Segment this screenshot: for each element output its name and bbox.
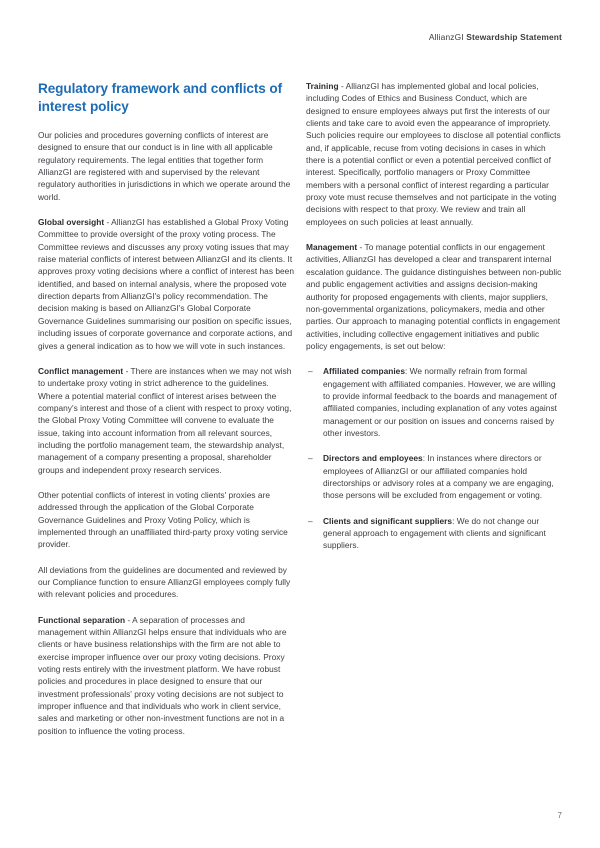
list-item-lead: Directors and employees (323, 453, 423, 464)
header-document-title: Stewardship Statement (466, 32, 562, 42)
paragraph-body: - A separation of processes and management within AllianzGI helps ensure that individuals who are clients or have business relationships with the firm are not able to exercise improper influence over our proxy voting decisions. Proxy voting rests entirely with the investment platform. We have robust policies and procedures in place designed to ensure that our investment professionals' proxy voting decisions are not subject to improper influence and that individuals who work in client service, sales and marketing or other non-investment functions are not in a position to influence the voting process. (38, 614, 287, 736)
paragraph-body: All deviations from the guidelines are documented and reviewed by our Compliance function to ensure AllianzGI employees comply fully with relevant policies and procedures. (38, 564, 291, 600)
paragraph-body: - There are instances when we may not wish to undertake proxy voting in strict adherence to the guidelines. Where a potential material conflict of interest arises between the company's interest and those of a client with respect to proxy voting, the Global Proxy Voting Committee will convene to evaluate the issue, taking into account information from all relevant sources, including the portfolio management team, the stewardship analyst, management of a company presenting a proposal, shareholder groups and independent proxy research services. (38, 365, 292, 475)
conflict-approach-list (306, 365, 562, 551)
paragraph-body: - AllianzGI has implemented global and local policies, including Codes of Ethics and Business Conduct, which are designed to ensure employees always put first the interests of our clients and take care to avoid even the appearance of impropriety. Such policies require our employees to disclose all potential conflicts and, if applicable, recuse from voting decisions in cases in which there is a potential conflict or even a potential perceived conflict of interest. Specifically, portfolio managers or Proxy Committee members with a personal conflict of interest regarding a particular proxy vote must recuse themselves and not participate in the voting decisions with respect to that proxy. We review and train all employees on such policies at least annually. (306, 81, 561, 227)
paragraph (38, 614, 294, 737)
dash-marker-icon: – (308, 366, 313, 377)
paragraph (38, 129, 294, 203)
list-item-body: : In instances where directors or employees of AllianzGI or our affiliated companies hold directorships or advisory roles at a company we are engaging, those persons will be excluded from engagement or voting. (323, 453, 554, 501)
paragraph (38, 365, 294, 476)
paragraph (306, 241, 562, 352)
header-brand: AllianzGI (428, 32, 464, 42)
left-column (38, 80, 294, 737)
paragraph-body: - To manage potential conflicts in our engagement activities, AllianzGI has developed a clear and transparent internal escalation guidance. The guidance distinguishes between non-public and public engagement activities and assigns decision-making authority for proposed engagements with clients, major suppliers, non-governmental organizations, policymakers, media and other parties. Our approach to managing potential conflicts in engagement activities, including collective engagement initiatives and public policy engagements, is set out below: (306, 242, 562, 351)
dash-marker-icon: – (308, 515, 313, 526)
paragraph-body: Our policies and procedures governing conflicts of interest are designed to ensure that our conduct is in line with all applicable regulatory requirements. The legal entities that together form AllianzGI are registered with and supervised by the relevant regulatory authorities in jurisdictions in which we operate around the world. (38, 130, 291, 202)
list-item (306, 452, 562, 501)
paragraph-lead: Conflict management (38, 365, 124, 376)
paragraph-body: Other potential conflicts of interest in voting clients' proxies are addressed through the application of the Global Corporate Governance Guidelines and Proxy Voting Policy, which is implemented through an unaffiliated third-party proxy voting service provider. (38, 489, 288, 550)
paragraph-lead: Functional separation (38, 614, 126, 625)
paragraph-body: - AllianzGI has established a Global Proxy Voting Committee to provide oversight of the proxy voting process. The Committee reviews and discusses any proxy voting issues that may raise material conflicts of interest between AllianzGI and its clients. It approves proxy voting decisions where a conflict of interest has been identified, and based on internal analysis, where the proposed vote direction departs from AllianzGI's policy recommendation. The decision making is based on AllianzGI's Global Corporate Governance Guidelines summarising our position on specific issues, including issues of corporate governance and corporate actions, and gives a general indication as to how we will vote in such instances. (38, 217, 295, 351)
paragraph (38, 564, 294, 601)
running-header (429, 32, 562, 42)
page-number: 7 (557, 811, 562, 820)
list-item-body: : We normally refrain from formal engagement with affiliated companies. However, we are willing to provide informal feedback to the boards and management of affiliated companies, including explanation of any votes against management or our position on issues and concerns raised by other investors. (323, 366, 557, 438)
paragraph (38, 489, 294, 551)
section-heading: Regulatory framework and conflicts of interest policy (38, 81, 283, 114)
list-item (306, 515, 562, 552)
list-item-lead: Clients and significant suppliers (323, 515, 453, 526)
paragraph (38, 216, 294, 352)
list-item-lead: Affiliated companies (323, 366, 405, 377)
list-item (306, 365, 562, 439)
dash-marker-icon: – (308, 453, 313, 464)
list-item-body: : We do not change our general approach to engagement with clients and significant suppliers. (323, 515, 546, 551)
paragraph-lead: Management (306, 242, 358, 253)
paragraph-lead: Training (306, 81, 339, 91)
paragraph (306, 80, 562, 228)
body-columns (38, 80, 562, 737)
paragraph-lead: Global oversight (38, 217, 105, 228)
right-column (306, 80, 562, 737)
